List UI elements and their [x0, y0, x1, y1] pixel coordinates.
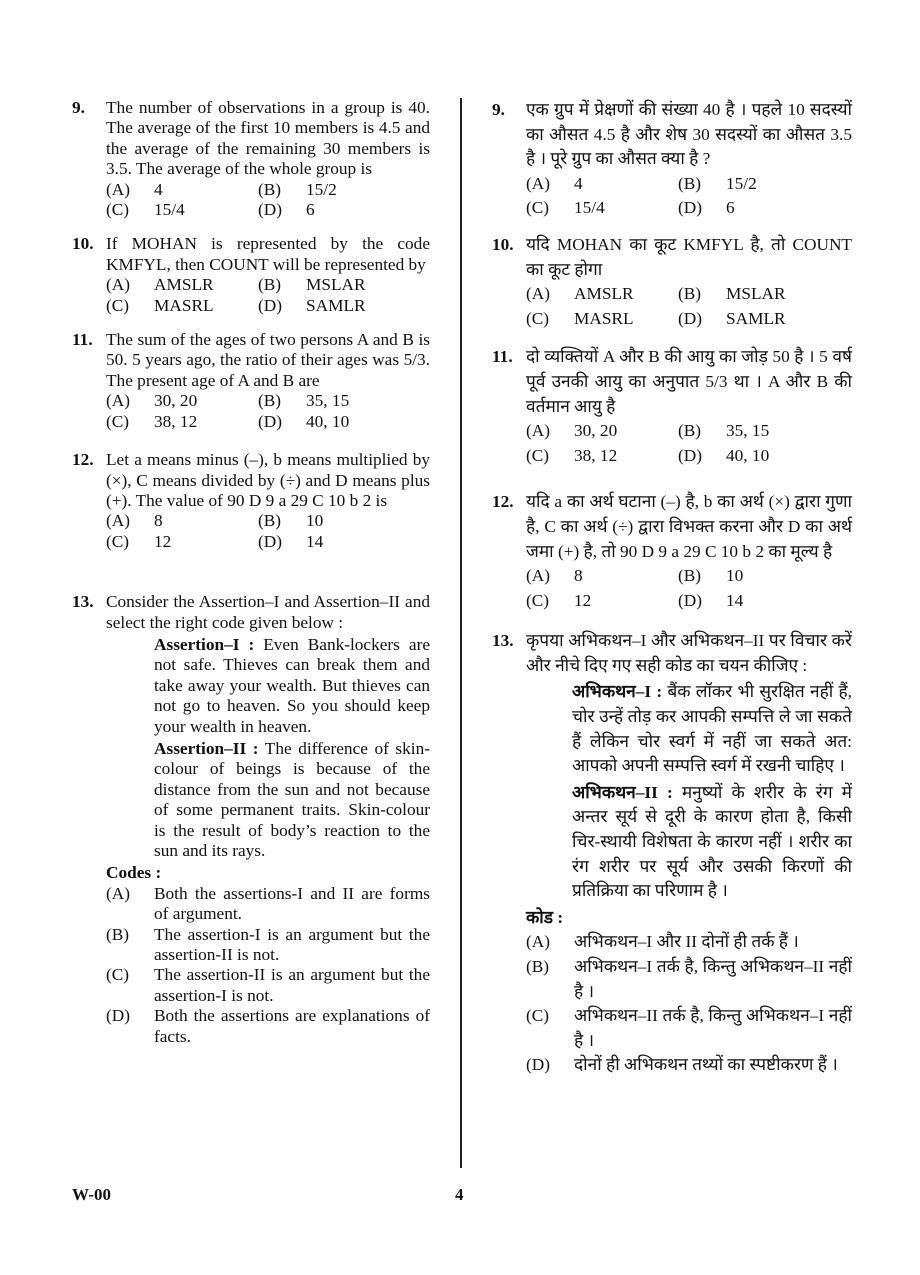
question-text: एक ग्रुप में प्रेक्षणों की संख्या 40 है । पहले 10 सदस्यों का औसत 4.5 है और शेष 30 सदस्यों का औसत 3.5 है । पूरे ग्रुप का औसत क्या है ?	[526, 100, 852, 169]
option-text: 14	[726, 590, 744, 610]
option-d	[258, 412, 430, 432]
option-d	[678, 444, 852, 469]
option-b	[678, 419, 852, 444]
option-text: Both the assertions-I and II are forms of argument.	[154, 883, 430, 924]
option-a	[526, 282, 678, 307]
question-11	[72, 330, 430, 432]
option-label: (D)	[258, 295, 282, 315]
option-text: 40, 10	[726, 445, 770, 465]
question-text: Let a means minus (–), b means multiplied by (×), C means divided by (÷) and D means plus (+). The value of 90 D 9 a 29 C 10 b 2 is	[106, 450, 430, 510]
assertion-1	[106, 635, 430, 737]
page-number: 4	[455, 1185, 464, 1204]
assertion-1-label: अभिकथन–I :	[572, 682, 663, 702]
code-option-b	[106, 925, 430, 966]
option-label: (A)	[106, 179, 130, 199]
option-c	[106, 412, 258, 432]
question-11-hindi	[492, 345, 852, 468]
option-text: 4	[574, 173, 583, 193]
code-option-b	[526, 955, 852, 1004]
option-text: 35, 15	[726, 421, 770, 441]
code-option-a	[106, 884, 430, 925]
question-number: 11.	[72, 330, 93, 350]
assertion-2-text: The difference of skin-colour of beings is because of the distance from the sun and not because of some permanent traits. Skin-colour is the result of body’s reaction to the sun and its rays.	[154, 738, 430, 860]
option-label: (C)	[106, 200, 130, 220]
option-label: (D)	[106, 1006, 130, 1026]
option-b	[678, 282, 852, 307]
question-12-hindi	[492, 490, 852, 613]
option-text: 6	[726, 198, 735, 218]
question-9	[72, 98, 430, 220]
option-text: 8	[574, 566, 583, 586]
option-text: 10	[306, 511, 324, 531]
option-a	[106, 511, 258, 531]
option-label: (B)	[258, 179, 282, 199]
option-label: (A)	[526, 173, 550, 193]
assertion-2-text: मनुष्यों के शरीर के रंग में अन्तर सूर्य से दूरी के कारण होता है, किसी चिर-स्थायी विशेषता के कारण नहीं । शरीर का रंग शरीर पर सूर्य और उसकी किरणों की प्रतिक्रिया का परिणाम है ।	[572, 782, 853, 901]
question-text: If MOHAN is represented by the code KMFYL, then COUNT will be represented by	[106, 234, 430, 274]
option-label: (B)	[258, 391, 282, 411]
option-label: (C)	[526, 1006, 550, 1026]
question-number: 13.	[492, 631, 514, 651]
option-text: MSLAR	[726, 284, 786, 304]
option-text: 12	[154, 531, 172, 551]
option-a	[526, 564, 678, 589]
option-label: (A)	[106, 883, 130, 903]
option-text: 15/2	[306, 179, 337, 199]
option-text: 10	[726, 566, 744, 586]
question-9-hindi	[492, 98, 852, 221]
assertion-2-label: Assertion–II :	[154, 738, 259, 758]
english-column	[72, 98, 430, 1047]
option-text: 35, 15	[306, 391, 350, 411]
option-text: MSLAR	[306, 275, 366, 295]
option-c	[526, 196, 678, 221]
option-d	[258, 296, 430, 316]
option-text: The assertion-II is an argument but the assertion-I is not.	[154, 965, 430, 1005]
option-c	[106, 200, 258, 220]
option-b	[258, 511, 430, 531]
option-label: (D)	[526, 1055, 550, 1075]
option-d	[678, 307, 852, 332]
question-number: 9.	[492, 100, 505, 119]
assertion-1-label: Assertion–I :	[154, 634, 255, 654]
hindi-column	[492, 98, 852, 1078]
option-text: SAMLR	[306, 295, 366, 315]
option-label: (C)	[106, 295, 130, 315]
assertion-1-text: Even Bank-lockers are not safe. Thieves can break them and take away your wealth. But thieves can not go to heaven. So you should keep your wealth in heaven.	[154, 634, 430, 736]
option-text: 15/4	[154, 200, 185, 220]
question-number: 9.	[72, 98, 85, 117]
question-10-hindi	[492, 233, 852, 331]
assertion-2	[526, 781, 852, 904]
option-b	[678, 172, 852, 197]
option-text: 30, 20	[574, 421, 618, 441]
option-d	[258, 532, 430, 552]
option-text: अभिकथन–I और II दोनों ही तर्क हैं ।	[574, 932, 799, 952]
question-12	[72, 450, 430, 552]
options	[526, 172, 852, 221]
option-a	[106, 391, 258, 411]
column-divider	[460, 98, 462, 1168]
option-label: (B)	[678, 284, 702, 304]
options	[106, 180, 430, 221]
option-label: (D)	[258, 411, 282, 431]
codes-heading: Codes :	[106, 863, 162, 883]
option-label: (C)	[106, 531, 130, 551]
question-number: 12.	[492, 492, 514, 512]
option-c	[526, 307, 678, 332]
option-text: 15/2	[726, 173, 757, 193]
question-13-hindi	[492, 629, 852, 1078]
option-b	[258, 275, 430, 295]
option-label: (D)	[258, 200, 282, 220]
question-number: 12.	[72, 450, 94, 470]
options	[526, 564, 852, 613]
option-label: (C)	[526, 198, 550, 218]
option-label: (C)	[526, 590, 550, 610]
assertion-1-text: बैंक लॉकर भी सुरक्षित नहीं हैं, चोर उन्हें तोड़ कर आपकी सम्पत्ति ले जा सकते हैं लेकिन चोर स्वर्ग में नहीं जा सकते अत: आपको अपनी सम्पत्ति स्वर्ग में रखनी चाहिए ।	[572, 682, 852, 776]
option-text: MASRL	[154, 295, 214, 315]
option-a	[106, 180, 258, 200]
option-text: 15/4	[574, 198, 605, 218]
option-label: (B)	[106, 924, 130, 944]
assertion-1	[526, 680, 852, 778]
question-text: कृपया अभिकथन–I और अभिकथन–II पर विचार करें और नीचे दिए गए सही कोड का चयन कीजिए :	[526, 631, 852, 675]
code-option-c	[106, 965, 430, 1006]
question-text: यदि MOHAN का कूट KMFYL है, तो COUNT का कूट होगा	[526, 234, 852, 279]
option-text: अभिकथन–II तर्क है, किन्तु अभिकथन–I नहीं है ।	[574, 1006, 852, 1050]
code-option-d	[106, 1006, 430, 1047]
option-text: SAMLR	[726, 308, 786, 328]
option-d	[678, 589, 852, 614]
assertion-2	[106, 739, 430, 861]
option-a	[106, 275, 258, 295]
option-label: (A)	[106, 391, 130, 411]
option-label: (C)	[106, 411, 130, 431]
option-text: 30, 20	[154, 391, 198, 411]
option-label: (A)	[526, 284, 550, 304]
option-label: (D)	[678, 590, 702, 610]
question-10	[72, 234, 430, 316]
option-d	[678, 196, 852, 221]
question-text: The number of observations in a group is 40. The average of the first 10 members is 4.5 and the average of the remaining 30 members is 3.5. The average of the whole group is	[106, 98, 430, 179]
option-c	[526, 444, 678, 469]
option-text: 4	[154, 179, 163, 199]
option-label: (B)	[258, 511, 282, 531]
option-text: 38, 12	[574, 445, 618, 465]
option-label: (A)	[106, 275, 130, 295]
option-label: (B)	[678, 421, 702, 441]
options	[106, 391, 430, 432]
option-a	[526, 419, 678, 444]
option-text: AMSLR	[154, 275, 214, 295]
option-label: (C)	[526, 445, 550, 465]
option-text: 40, 10	[306, 411, 350, 431]
code-option-a	[526, 930, 852, 955]
assertion-2-label: अभिकथन–II :	[572, 782, 673, 802]
question-number: 10.	[72, 234, 94, 254]
option-b	[258, 391, 430, 411]
option-b	[258, 180, 430, 200]
options	[106, 511, 430, 552]
option-text: 14	[306, 531, 324, 551]
option-text: 38, 12	[154, 411, 198, 431]
option-label: (D)	[678, 445, 702, 465]
paper-code: W-00	[72, 1185, 112, 1204]
option-label: (B)	[526, 957, 550, 976]
question-text: Consider the Assertion–I and Assertion–II and select the right code given below :	[106, 592, 430, 632]
option-label: (B)	[678, 173, 702, 193]
option-text: 6	[306, 200, 315, 220]
option-b	[678, 564, 852, 589]
code-option-c	[526, 1004, 852, 1053]
option-text: 12	[574, 590, 592, 610]
option-c	[106, 296, 258, 316]
options	[106, 275, 430, 316]
option-label: (A)	[106, 511, 130, 531]
option-label: (C)	[106, 965, 130, 985]
option-text: दोनों ही अभिकथन तथ्यों का स्पष्टीकरण हैं ।	[574, 1055, 838, 1075]
option-c	[106, 532, 258, 552]
option-text: AMSLR	[574, 284, 634, 304]
codes-heading: कोड :	[526, 907, 564, 927]
code-option-d	[526, 1053, 852, 1078]
option-d	[258, 200, 430, 220]
option-label: (B)	[678, 566, 702, 586]
option-label: (D)	[258, 531, 282, 551]
option-text: Both the assertions are explanations of facts.	[154, 1006, 430, 1046]
question-text: यदि a का अर्थ घटाना (–) है, b का अर्थ (×) द्वारा गुणा है, C का अर्थ (÷) द्वारा विभक्त करना और D का अर्थ जमा (+) है, तो 90 D 9 a 29 C 10 b 2 का मूल्य है	[526, 492, 852, 561]
question-number: 11.	[492, 347, 513, 367]
options	[526, 282, 852, 331]
option-text: अभिकथन–I तर्क है, किन्तु अभिकथन–II नहीं है ।	[574, 957, 852, 1001]
question-text: The sum of the ages of two persons A and B is 50. 5 years ago, the ratio of their ages was 5/3. The present age of A and B are	[106, 330, 430, 390]
question-number: 13.	[72, 592, 94, 612]
question-13	[72, 592, 430, 1047]
option-label: (A)	[526, 566, 550, 586]
option-label: (A)	[526, 421, 550, 441]
option-label: (B)	[258, 275, 282, 295]
question-text: दो व्यक्तियों A और B की आयु का जोड़ 50 है । 5 वर्ष पूर्व उनकी आयु का अनुपात 5/3 था । A और B की वर्तमान आयु है	[526, 347, 852, 416]
option-label: (C)	[526, 308, 550, 328]
options	[526, 419, 852, 468]
option-text: MASRL	[574, 308, 634, 328]
option-label: (D)	[678, 308, 702, 328]
option-text: The assertion-I is an argument but the assertion-II is not.	[154, 924, 430, 965]
option-c	[526, 589, 678, 614]
option-a	[526, 172, 678, 197]
question-number: 10.	[492, 234, 514, 254]
option-label: (A)	[526, 932, 550, 952]
option-text: 8	[154, 511, 163, 531]
option-label: (D)	[678, 198, 702, 218]
